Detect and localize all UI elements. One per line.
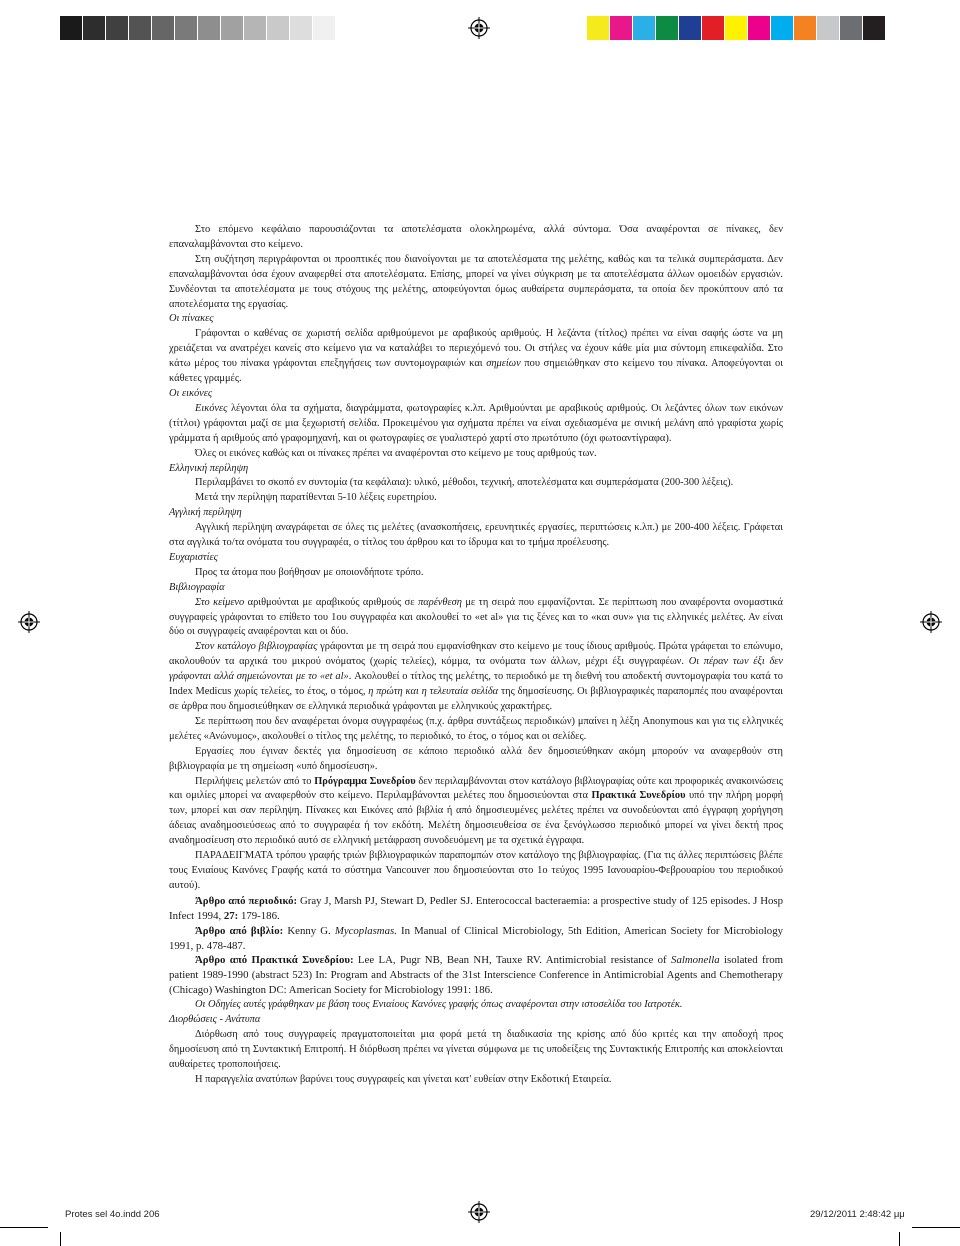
reference-example: Άρθρο από Πρακτικά Συνεδρίου: Lee LA, Pugr NB, Bean NH, Tauxe RV. Antimicrobial resistance of Salmonella isolated from patient 1989-1990 (abstract 523) In: Program and Abstracts of the 31st Interscience Conference in Antimicrobial Agents and Chemotherapy (Chicago) Washington DC: American Society for Microbiology 1991: 186. [169,954,783,997]
section-heading: Οι εικόνες [169,387,213,399]
paragraph: Γράφονται ο καθένας σε χωριστή σελίδα αριθμούμενοι με αραβικούς αριθμούς. Η λεζάντα (τίτλος) πρέπει να είναι σαφής ώστε να μη χρειάζεται να ανατρέχει κανείς στο κείμενο για να καταλάβει το περιεχόμενό του. Οι στήλες να έχουν κάθε μία μια σύντομη επικεφαλίδα. Στο κάτω μέρος του πίνακα γράφονται επεξηγήσεις των συντομογραφιών και σημείων που σημειώθηκαν στο κείμενο του πίνακα. Αποφεύγονται οι κάθετες γραμμές. [169,328,783,385]
slug-filename: Protes sel 4o.indd 206 [65,1209,160,1220]
slug-datetime: 29/12/2011 2:48:42 μμ [810,1209,905,1220]
section-heading: Οι πίνακες [169,313,214,325]
reference-example: Άρθρο από βιβλίο: Kenny G. Mycoplasmas. In Manual of Clinical Microbiology, 5th Edition, American Society for Microbiology 1991, p. 478-487. [169,924,783,952]
reference-example: Άρθρο από περιοδικό: Gray J, Marsh PJ, Stewart D, Pedler SJ. Enterococcal bacteraemia: a prospective study of 125 episodes. J Hosp Infect 1994, 27: 179-186. [169,894,783,922]
registration-mark-icon [468,17,490,39]
color-swatch [725,16,748,40]
trim-mark [60,1232,61,1246]
section-heading: Αγγλική περίληψη [169,507,242,519]
paragraph: Οι Οδηγίες αυτές γράφθηκαν με βάση τους Ενιαίους Κανόνες γραφής όπως αναφέρονται στην ιστοσελίδα του Ιατροτέκ. [195,999,683,1011]
color-swatch [83,16,106,40]
paragraph: Περιλαμβάνει το σκοπό εν συντομία (τα κεφάλαια): υλικό, μέθοδοι, τεχνική, αποτελέσματα και συμπεράσματα (200-300 λέξεις). [195,477,734,489]
color-swatch [152,16,175,40]
color-swatch [610,16,633,40]
trim-mark [899,1232,900,1246]
paragraph: Σε περίπτωση που δεν αναφέρεται όνομα συγγραφέως (π.χ. άρθρα συντάξεως περιοδικών) μπαίνει η λέξη Anonymous και για τις ελληνικές μελέτες «Ανώνυμος», ακολουθεί ο τίτλος της μελέτης, το περιοδικό, το έτος, ο τόμος και οι σελίδες. [169,715,783,742]
registration-mark-icon [18,611,40,633]
paragraph: Όλες οι εικόνες καθώς και οι πίνακες πρέπει να αναφέρονται στο κείμενο με τους αριθμούς των. [195,447,597,459]
section-heading: Ελληνική περίληψη [169,462,249,474]
paragraph: Περιλήψεις μελετών από το Πρόγραμμα Συνεδρίου δεν περιλαμβάνονται στον κατάλογο βιβλιογραφίας ούτε και προφορικές ανακοινώσεις και ομιλίες μπορεί να αναφερθούν στο κείμενο. Περιλαμβάνονται μελέτες που δημοσιεύονται στα Πρακτικά Συνεδρίου υπό την πλήρη μορφή των, μπορεί και σαν περίληψη. Πίνακες και Εικόνες από βιβλία ή από δημοσιευμένες μελέτες πρέπει να συνοδεύονται από έγγραφη χορήγηση άδειας αναδημοσιεύσεως από το συγγραφέα ή τον εκδότη. Μελέτη δημοσιευθείσα σε ένα ξενόγλωσσο περιοδικό μπορεί να γίνει δεκτή προς αναδημοσίευση στο περιοδικό αυτό σε ελληνική μετάφραση συνοδευόμενη με τα σχετικά έγγραφα. [169,775,784,847]
color-swatch [702,16,725,40]
color-swatch [840,16,863,40]
color-swatch [633,16,656,40]
trim-mark [0,1227,48,1228]
color-swatch [60,16,83,40]
paragraph: Αγγλική περίληψη αναγράφεται σε όλες τις μελέτες (ανασκοπήσεις, ερευνητικές εργασίες, περιπτώσεις κ.λπ.) με 200-400 λέξεις. Γράφεται στα αγγλικά το/τα ονόματα του συγγραφέα, ο τίτλος του άρθρου και το ίδρυμα και το τμήμα προέλευσης. [169,522,783,549]
document-body [169,223,783,1088]
color-swatch [771,16,794,40]
section-heading: Διορθώσεις - Ανάτυπα [169,1014,261,1026]
color-swatch [129,16,152,40]
paragraph: Η παραγγελία ανατύπων βαρύνει τους συγγραφείς και γίνεται κατ' ευθείαν στην Εκδοτική Εταιρεία. [195,1073,612,1085]
color-swatch [175,16,198,40]
color-swatch [863,16,886,40]
registration-mark-icon [468,1201,490,1223]
grayscale-swatch-bar [60,16,336,40]
color-swatch [679,16,702,40]
color-swatch [794,16,817,40]
color-swatch [290,16,313,40]
color-swatch [656,16,679,40]
paragraph: Διόρθωση από τους συγγραφείς πραγματοποιείται μια φορά μετά τη διαδικασία της κρίσης από δύο κριτές και την αποδοχή προς δημοσίευση από τη Συντακτική Επιτροπή. Η διόρθωση πρέπει να γίνεται σύμφωνα με τις υποδείξεις της Συντακτικής Επιτροπής και αποκλείονται αυθαίρετες τροποποιήσεις. [169,1028,783,1070]
paragraph: Εικόνες λέγονται όλα τα σχήματα, διαγράμματα, φωτογραφίες κ.λπ. Αριθμούνται με αραβικούς αριθμούς. Οι λεζάντες όλων των εικόνων (τίτλοι) γράφονται μαζί σε μια ξεχωριστή σελίδα. Προκειμένου για σχήματα πρέπει να είναι σχεδιασμένα με σινική μελάνη από γραφίστα χωρίς γράμματα ή αριθμούς από γραφομηχανή, και οι φωτογραφίες σε γυαλιστερό χαρτί στο πρωτότυπο (όχι φωτοαντίγραφα). [169,402,783,444]
paragraph: Στο επόμενο κεφάλαιο παρουσιάζονται τα αποτελέσματα ολοκληρωμένα, αλλά σύντομα. Όσα αναφέρονται σε πίνακες, δεν επαναλαμβάνονται στο κείμενο. [169,224,783,250]
paragraph: Στον κατάλογο βιβλιογραφίας γράφονται με τη σειρά που εμφανίσθηκαν στο κείμενο με τους ίδιους αριθμούς. Πρώτα γράφεται το επώνυμο, ακολουθούν τα αρχικά του μικρού ονόματος (χωρίς τελείες), κόμμα, τα ονόματα των άλλων, μέχρι έξι συγγραφέων. Οι πέραν των έξι δεν γράφονται αλλά σημειώνονται με το «et al». Ακολουθεί ο τίτλος της μελέτης, το περιοδικό με τη διεθνή του αποδεκτή συντομογραφία του κατά το Index Medicus χωρίς τελείες, το έτος, ο τόμος, η πρώτη και η τελευταία σελίδα της δημοσίευσης. Οι βιβλιογραφικές παραπομπές που αναφέρονται σε άρθρα που δημοσιεύθηκαν σε ελληνικά περιοδικά γράφονται με ελληνικούς χαρακτήρες. [169,641,783,712]
paragraph: Στη συζήτηση περιγράφονται οι προοπτικές που διανοίγονται με τα αποτελέσματα της μελέτης, καθώς και τα τελικά συμπεράσματα. Δεν επαναλαμβάνονται όσα έχουν αναφερθεί στα αποτελέσματα. Επίσης, μπορεί να γίνει σύγκριση με τα αποτελέσματα άλλων ομοειδών εργασιών. Συνδέονται τα αποτελέσματα με τους στόχους της μελέτης, αποφεύγονται όμως αυθαίρετα συμπεράσματα, τα οποία δεν προκύπτουν από τα αποτελέσματα της εργασίας. [169,253,783,310]
paragraph: Προς τα άτομα που βοήθησαν με οποιονδήποτε τρόπο. [195,566,424,578]
paragraph: Στο κείμενο αριθμούνται με αραβικούς αριθμούς σε παρένθεση με τη σειρά που εμφανίζονται. Σε περίπτωση που αναφέροντα ονομαστικά συγγραφείς γράφονται το επίθετο του 1ου συγγραφέα και ακολουθεί το «et al» για τις ξένες και το «και συν» για τις ελληνικές μελέτες. Αν είναι δύο οι συγγραφείς αναφέρονται και οι δύο. [169,596,783,638]
paragraph: Μετά την περίληψη παρατίθενται 5-10 λέξεις ευρετηρίου. [195,492,437,504]
registration-mark-icon [920,611,942,633]
color-swatch [106,16,129,40]
color-swatch-bar [587,16,886,40]
section-heading: Βιβλιογραφία [169,581,225,593]
paragraph: ΠΑΡΑΔΕΙΓΜΑΤΑ τρόπου γραφής τριών βιβλιογραφικών παραπομπών στον κατάλογο της βιβλιογραφίας. (Για τις άλλες περιπτώσεις βλέπε τους Ενιαίους Κανόνες Γραφής κατά το σύστημα Vancouver που δημοσιεύονται στο 1ο τεύχος 1995 Ιανουαρίου-Φεβρουαρίου του περιοδικού αυτού). [169,850,783,891]
trim-mark [912,1227,960,1228]
color-swatch [587,16,610,40]
section-heading: Ευχαριστίες [169,551,218,563]
color-swatch [198,16,221,40]
color-swatch [244,16,267,40]
color-swatch [748,16,771,40]
color-swatch [267,16,290,40]
color-swatch [313,16,336,40]
color-swatch [221,16,244,40]
color-swatch [817,16,840,40]
paragraph: Εργασίες που έγιναν δεκτές για δημοσίευση σε κάποιο περιοδικό αλλά δεν δημοσιεύθηκαν ακόμη μπορούν να αναφερθούν στη βιβλιογραφία με τη σημείωση «υπό δημοσίευση». [169,745,783,772]
